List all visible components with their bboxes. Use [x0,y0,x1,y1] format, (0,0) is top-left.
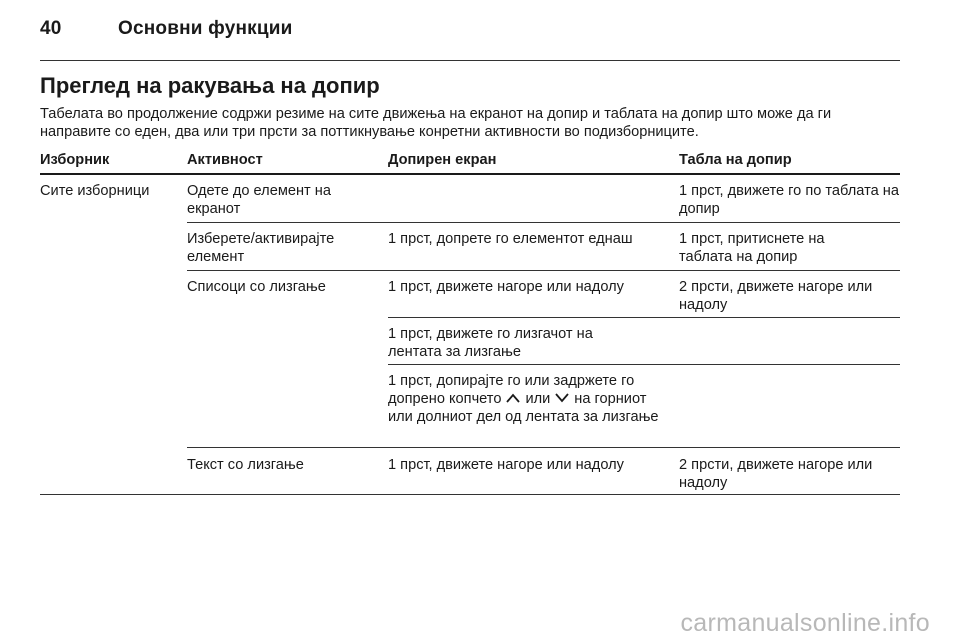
row-divider [187,270,900,271]
page-title: Преглед на ракувања на допир [40,73,380,98]
table-cell-menu: Сите изборници [40,183,150,199]
table-bottom-divider [40,494,900,495]
table-cell-activity: Списоци со лизгање [187,279,326,295]
screen-text-part-3: на горниот или долниот дел од лентата за лизгање [388,391,659,425]
screen-text-part-2: или [525,391,551,407]
table-cell-screen: 1 прст, допрете го елементот еднаш [388,231,633,247]
table-cell-screen: 1 прст, движете нагоре или надолу [388,279,624,295]
row-divider [187,222,900,223]
screen-text-part-1: 1 прст, допирајте го или задржете го допрено копчето [388,373,635,407]
table-cell-activity: Одете до елемент на екранот [187,183,331,217]
column-header-pad: Табла на допир [679,152,792,168]
intro-paragraph: Табелата во продолжение содржи резиме на сите движења на екранот на допир и таблата на допир што може да ги направите со еден, два или три прсти за поттикнување конретни активности во подизборниците. [40,106,832,140]
table-cell-screen [388,372,670,426]
row-divider [388,317,900,318]
column-header-activity: Активност [187,152,263,168]
table-cell-screen: 1 прст, движете нагоре или надолу [388,457,624,473]
column-header-menu: Изборник [40,152,110,168]
header-divider [40,60,900,61]
row-divider [187,447,900,448]
table-cell-activity: Текст со лизгање [187,457,304,473]
page-header [40,18,900,40]
page-number: 40 [40,18,62,39]
table-cell-pad: 1 прст, притиснете на таблата на допир [679,231,825,265]
chevron-down-icon [554,392,570,404]
table-header-divider [40,173,900,175]
row-divider [388,364,900,365]
table-cell-activity: Изберете/активирајте елемент [187,231,335,265]
table-header [40,150,900,170]
watermark: carmanualsonline.info [680,609,930,637]
table-cell-pad: 2 прсти, движете нагоре или надолу [679,457,873,491]
table-cell-pad: 1 прст, движете го по таблата на допир [679,183,899,217]
table-cell-screen: 1 прст, движете го лизгачот на лентата за лизгање [388,326,593,360]
table-cell-pad: 2 прсти, движете нагоре или надолу [679,279,873,313]
chevron-up-icon [505,392,521,404]
section-title: Основни функции [118,18,293,39]
column-header-screen: Допирен екран [388,152,497,168]
